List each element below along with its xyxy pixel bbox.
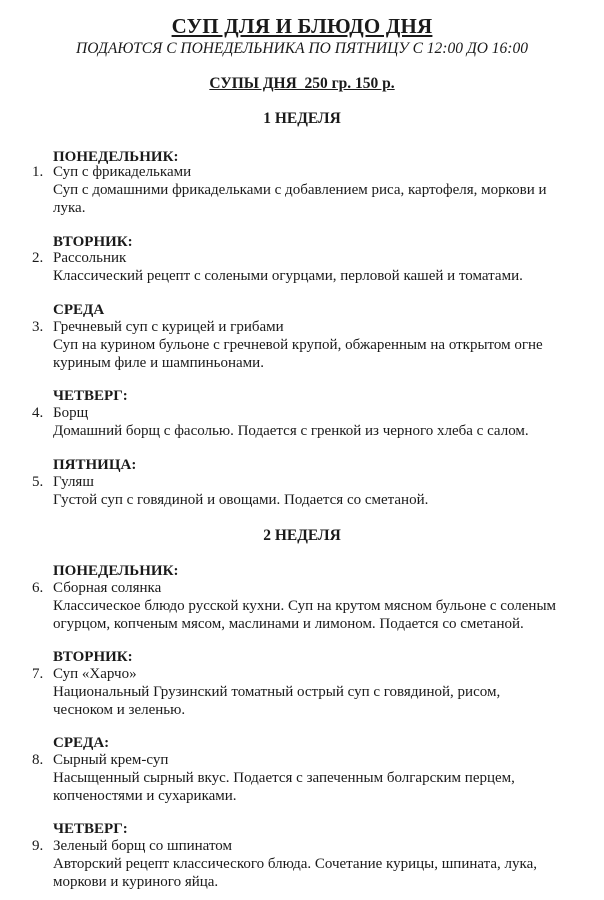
dish-description: Суп с домашними фрикадельками с добавлением риса, картофеля, моркови и — [53, 182, 547, 198]
dish-name: Борщ — [53, 405, 89, 421]
day-heading: ПЯТНИЦА: — [53, 457, 137, 473]
day-heading: ВТОРНИК: — [53, 234, 133, 250]
dish-description: Национальный Грузинский томатный острый суп с говядиной, рисом, — [53, 684, 501, 700]
dish-description: Авторский рецепт классического блюда. Сочетание курицы, шпината, лука, — [53, 856, 537, 872]
dish-name: Гуляш — [53, 474, 94, 490]
item-number: 3. — [32, 319, 44, 335]
price-line: СУПЫ ДНЯ 250 гр. 150 р. — [209, 75, 395, 92]
dish-name: Зеленый борщ со шпинатом — [53, 838, 233, 854]
item-number: 9. — [32, 838, 44, 854]
page-title: СУП ДЛЯ И БЛЮДО ДНЯ — [171, 14, 433, 38]
dish-description: Суп на курином бульоне с гречневой крупой, обжаренным на открытом огне — [53, 337, 543, 353]
dish-name: Рассольник — [53, 250, 127, 266]
week-heading: 1 НЕДЕЛЯ — [263, 110, 341, 127]
item-number: 7. — [32, 666, 44, 682]
item-number: 6. — [32, 580, 44, 596]
day-heading: ЧЕТВЕРГ: — [53, 821, 128, 837]
dish-description: Насыщенный сырный вкус. Подается с запеченным болгарским перцем, — [53, 770, 515, 786]
day-heading: ПОНЕДЕЛЬНИК: — [53, 149, 179, 165]
page-subtitle: ПОДАЮТСЯ С ПОНЕДЕЛЬНИКА ПО ПЯТНИЦУ С 12:00 ДО 16:00 — [76, 40, 528, 57]
day-heading: СРЕДА — [53, 302, 105, 318]
day-heading: ЧЕТВЕРГ: — [53, 388, 128, 404]
item-number: 2. — [32, 250, 44, 266]
dish-name: Сборная солянка — [53, 580, 162, 596]
item-number: 5. — [32, 474, 44, 490]
day-heading: ПОНЕДЕЛЬНИК: — [53, 563, 179, 579]
dish-description: Густой суп с говядиной и овощами. Подается со сметаной. — [53, 492, 429, 508]
dish-description: лука. — [53, 200, 86, 216]
dish-name: Суп «Харчо» — [53, 666, 137, 682]
dish-description: Домашний борщ с фасолью. Подается с гренкой из черного хлеба с салом. — [53, 423, 529, 439]
dish-name: Сырный крем-суп — [53, 752, 169, 768]
dish-name: Гречневый суп с курицей и грибами — [53, 319, 284, 335]
dish-description: моркови и куриного яйца. — [53, 874, 219, 890]
item-number: 8. — [32, 752, 44, 768]
item-number: 1. — [32, 164, 44, 180]
dish-description: чесноком и зеленью. — [53, 702, 186, 718]
dish-description: куриным филе и шампиньонами. — [53, 355, 264, 371]
dish-name: Суп с фрикадельками — [53, 164, 192, 180]
dish-description: Классический рецепт с солеными огурцами, перловой кашей и томатами. — [53, 268, 523, 284]
dish-description: Классическое блюдо русской кухни. Суп на крутом мясном бульоне с соленым — [53, 598, 557, 614]
item-number: 4. — [32, 405, 44, 421]
week-heading: 2 НЕДЕЛЯ — [263, 527, 341, 544]
dish-description: огурцом, копченым мясом, маслинами и лимоном. Подается со сметаной. — [53, 616, 524, 632]
day-heading: СРЕДА: — [53, 735, 110, 751]
day-heading: ВТОРНИК: — [53, 649, 133, 665]
dish-description: копченостями и сухариками. — [53, 788, 237, 804]
